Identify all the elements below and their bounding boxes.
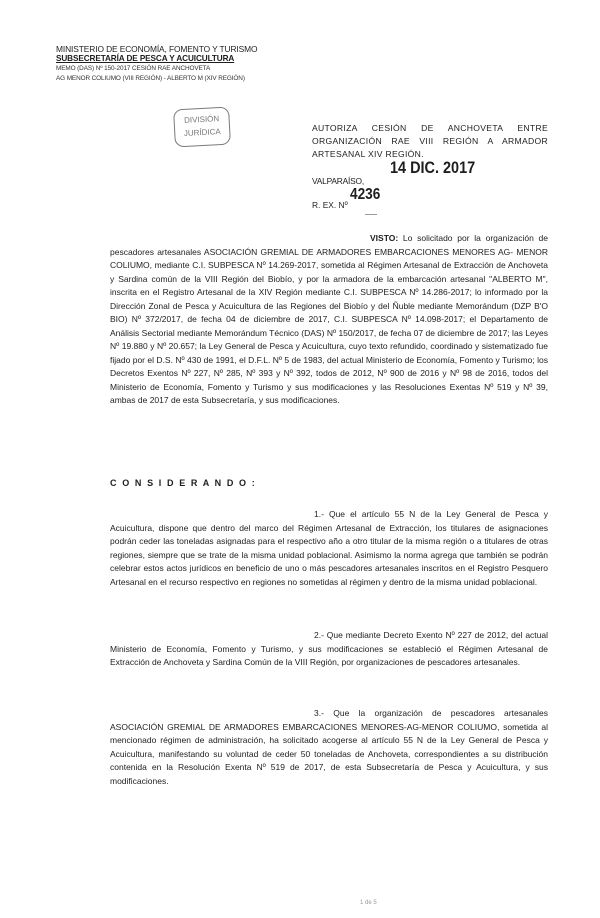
ink-mark	[365, 206, 377, 215]
considerando-paragraph-3: 3.- Que la organización de pescadores artesanales ASOCIACIÓN GREMIAL DE ARMADORES EMBARCACIONES MENORES-AG-MENOR COLIUMO, sometida al mencionado régimen de administración, ha solicitado acogerse al artículo 55 N de la Ley General de Pesca y Acuicultura, manifestando su voluntad de ceder 50 toneladas de Anchoveta, correspondientes a su distribución contenida en la Resolución Exenta Nº 519 de 2017, de esta Subsecretaría de Pesca y Acuicultura, y sus modificaciones.	[110, 708, 548, 786]
resolution-subject: AUTORIZA CESIÓN DE ANCHOVETA ENTRE ORGANIZACIÓN RAE VIII REGIÓN A ARMADOR ARTESANAL XIV REGIÓN.	[312, 123, 548, 159]
considerando-paragraph-2: 2.- Que mediante Decreto Exento Nº 227 de 2012, del actual Ministerio de Economía, Fomento y Turismo, y sus modificaciones se estableció el Régimen Artesanal de Extracción de Anchoveta y Sardina Común de la VIII Región, por organizaciones de pescadores artesanales.	[110, 630, 548, 667]
ministry-name: MINISTERIO DE ECONOMÍA, FOMENTO Y TURISMO	[56, 44, 258, 54]
visto-lead: VISTO:	[370, 233, 399, 243]
considerando-heading: C O N S I D E R A N D O :	[110, 478, 257, 488]
stamp-line2: JURÍDICA	[183, 127, 221, 138]
visto-paragraph	[110, 232, 548, 408]
resolution-number: 4236	[350, 186, 381, 203]
stamp-line1: DIVISIÓN	[183, 114, 220, 125]
date-stamp: 14 DIC. 2017	[390, 158, 476, 177]
place-label: VALPARAÍSO,	[312, 176, 364, 186]
letterhead	[56, 44, 276, 84]
memo-reference-line1: MEMO (DAS) Nº 150-2017 CESIÓN RAE ANCHOVETA	[56, 65, 211, 72]
memo-reference-line2: AG MENOR COLIUMO (VIII REGIÓN) - ALBERTO M (XIV REGIÓN)	[56, 75, 245, 82]
resolution-number-label: R. EX. Nº	[312, 200, 348, 210]
visto-text: Lo solicitado por la organización de pescadores artesanales ASOCIACIÓN GREMIAL DE ARMADORES EMBARCACIONES MENORES AG- MENOR COLIUMO, mediante C.I. SUBPESCA Nº 14.269-2017, sometida al Régimen Artesanal de Extracción de Anchoveta y Sardina común de la VIII Región del Biobío, y por la armadora de la embarcación artesanal "ALBERTO M", inscrita en el Registro Artesanal de la XIV Región mediante C.I. SUBPESCA Nº 14.286-2017; lo informado por la Dirección Zonal de Pesca y Acuicultura de las Regiones del Biobío y del Ñuble mediante Memorándum (DZP B'O BIO) Nº 372/2017, de fecha 04 de diciembre de 2017, C.I. SUBPESCA Nº 14.098-2017; el Departamento de Análisis Sectorial mediante Memorándum Técnico (DAS) Nº 150/2017, de fecha 07 de diciembre de 2017; las Leyes Nº 19.880 y Nº 20.657; la Ley General de Pesca y Acuicultura, cuyo texto refundido, coordinado y sistematizado fue fijado por el D.S. Nº 430 de 1991, el D.F.L. Nº 5 de 1983, del actual Ministerio de Economía, Fomento y Turismo; los Decretos Exentos Nº 227, Nº 285, Nº 393 y Nº 392, todos de 2012, Nº 900 de 2016 y Nº 98 de 2016, todos del Ministerio de Economía, Fomento y Turismo y sus modificaciones y las Resoluciones Exentas Nº 519 y Nº 39, ambas de 2017 de esta Subsecretaría, y sus modificaciones.	[110, 233, 548, 405]
page-footer-mark: 1 de 5	[360, 900, 377, 906]
considerando-paragraph-1: 1.- Que el artículo 55 N de la Ley General de Pesca y Acuicultura, dispone que dentro del marco del Régimen Artesanal de Extracción, los titulares de asignaciones podrán ceder las toneladas asignadas para el respectivo año a otro titular de la misma región o a titulares de otras regiones, siempre que se trate de la misma unidad poblacional. Asimismo la norma agrega que también se podrán celebrar estos actos jurídicos en beneficio de uno o más pescadores artesanales inscritos en el Registro Pesquero Artesanal en el recurso respectivo en regiones no sometidas al régimen y dentro de la misma unidad poblacional.	[110, 509, 548, 587]
juridica-stamp	[173, 107, 231, 148]
subsecretaria-name: SUBSECRETARÍA DE PESCA Y ACUICULTURA	[56, 54, 235, 63]
